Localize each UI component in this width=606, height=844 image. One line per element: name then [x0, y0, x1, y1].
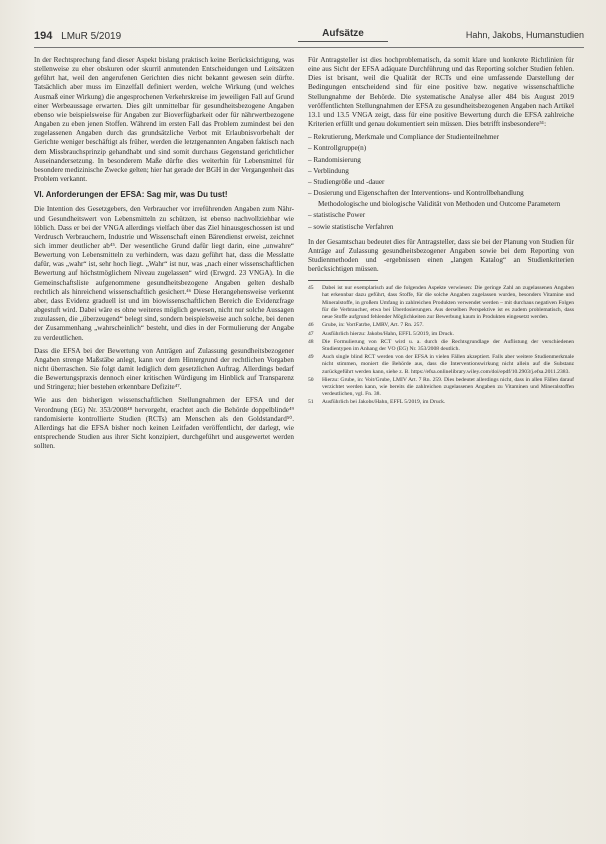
paragraph: In der Gesamtschau bedeutet dies für Antragsteller, dass sie bei der Planung von Studien für Anträge auf Zulassung gesundheitsbezogener Angaben sowie bei dem Reporting von Studienmethoden und -ergebnissen einen „langen Katalog“ an Studienkriterien berücksichtigen müssen.	[308, 237, 574, 274]
page-number: 194	[34, 30, 53, 42]
criteria-list-subitem: Methodologische und biologische Validität von Methoden und Outcome Parametern	[318, 200, 561, 209]
criteria-list-item: – Studiengröße und -dauer	[308, 177, 385, 186]
footnote-text: Ausführlich hierzu: Jakobs/Hahn, EFFL 5/2019, im Druck.	[322, 330, 455, 337]
footnote	[308, 322, 574, 329]
paragraph: Dass die EFSA bei der Bewertung von Anträgen auf Zulassung gesundheitsbezogener Angaben strenge Maßstäbe anlegt, kann vor dem Hintergrund der rechtlichen Vorgaben nicht überraschen. Sie folgt damit lediglich dem gesetzlichen Auftrag. Allerdings bedarf die Bewertungspraxis dennoch einer kritischen Würdigung im Hinblick auf Transparenz und Stringenz; hier bestehen erkennbare Defizite⁴⁷.	[34, 346, 294, 392]
criteria-list-item: – Verblindung	[308, 166, 349, 175]
right-column	[308, 56, 574, 408]
criteria-list-item: – Rekrutierung, Merkmale und Compliance der Studienteilnehmer	[308, 133, 500, 142]
footnote-number: 47	[308, 330, 314, 337]
paragraph: Wie aus den bisherigen wissenschaftlichen Stellungnahmen der EFSA und der Verordnung (EG) Nr. 353/2008⁴⁸ hervorgeht, erachtet auch die Behörde doppelblinde⁴⁹ randomisierte kontrollierte Studien (RCTs) am Menschen als den Goldstandard⁵⁰. Allerdings hat die EFSA bisher noch keinen Leitfaden veröffentlicht, der darlegt, wie entsprechende Studien aus ihrer Sicht konzipiert, durchgeführt und ausgewertet werden sollten.	[34, 396, 294, 451]
header-authors: Hahn, Jakobs, Humanstudien	[465, 30, 584, 40]
criteria-list-item: – sowie statistische Verfahren	[308, 222, 394, 231]
footnote-number: 48	[308, 338, 314, 345]
footnote-number: 46	[308, 322, 314, 329]
footnote-text: Dabei ist nur exemplarisch auf die folgenden Aspekte verwiesen: Die geringe Zahl an zugelassenen Angaben hat erkennbar dazu geführt, dass Stoffe, für die solche Angaben zugelassen wurden, besonders Vitamine und Mineralstoffe, in großem Umfang in zahlreichen Produkten verwendet werden – mit durchaus negativen Folgen für die Verbraucher, etwa bei Überdosierungen. Aus derselben Perspektive ist es zudem problematisch, dass neue Stoffe aufgrund fehlender Möglichkeiten zur Bewerbung kaum in Produkten eingesetzt werden.	[322, 285, 574, 321]
footnote-text: Hierzu: Grube, in: Voit/Grube, LMIV Art. 7 Rn. 259. Dies bedeutet allerdings nicht, dass in allen Fällen darauf verzichtet werden kann, wie bereits die zahlreichen zugelassenen Angaben zu Vitaminen und Mineralstoffen verdeutlichen, vgl. Fn. 38.	[322, 376, 574, 398]
paragraph: Für Antragsteller ist dies hochproblematisch, da somit klare und konkrete Richtlinien für eine aus Sicht der EFSA adäquate Durchführung und das Reporting solcher Studien fehlen. Dies ist brisant, weil die Qualität der RCTs und eine umfassende Darstellung der Bedingungen entscheidend sind für eine positive bzw. negative wissenschaftliche Stellungnahme der Behörde. Die systematische Analyse aller 484 bis August 2019 veröffentlichten Stellungnahmen der EFSA zu gesundheitsbezogenen Angaben nach Artikel 13.1 und 13.5 VNGA zeigt, dass für eine positive Bewertung durch die EFSA zahlreiche Kriterien erfüllt und genau dokumentiert sein müssen. Dies betrifft insbesondere⁵¹:	[308, 56, 574, 129]
footnotes	[308, 285, 574, 406]
footnote-text: Grube, in: VortFatrbe, LMRV, Art. 7 Rn. 257.	[322, 322, 424, 329]
footnote	[308, 354, 574, 376]
section-heading: VI. Anforderungen der EFSA: Sag mir, was Du tust!	[34, 190, 228, 200]
criteria-list-item: – statistische Power	[308, 211, 366, 220]
footnote-number: 50	[308, 376, 314, 383]
footnote	[308, 399, 574, 406]
footnote-number: 49	[308, 354, 314, 361]
footnote	[308, 339, 574, 353]
section-label: Aufsätze	[298, 28, 388, 42]
paragraph: Die Intention des Gesetzgebers, den Verbraucher vor irreführenden Angaben zum Nähr- und Gesundheitswert von Lebensmitteln zu schützen, ist ebenso nachvollziehbar wie löblich. Dass er bei der VNGA allerdings vielfach über das Ziel hinausgeschossen ist und Verdrusch Verbrauchern, Industrie und Wissenschaft einen Bärendienst erweist, zeichnet sich immer deutlicher ab⁴⁵. Der wesentliche Grund dafür liegt darin, eine „unwahre“ Bewertung von Lebensmitteln zu verhindern, was dazu geführt hat, dass die Messlatte dafür, was „wahr“ ist, sehr hoch liegt. „Wahr“ ist nur, was „nach einer wissenschaftlichen Bewertung auf höchstmöglichem Niveau zugelassen“ wird (Erwgrd. 23 VNGA). In die Gemeinschaftsliste aufgenommene gesundheitsbezogene Angaben gelten deshalb rechtlich als hinreichend wissenschaftlich gesichert.⁴⁶ Diese Herangehensweise verkennt aber, dass Evidenz graduell ist und im biowissenschaftlichen Bereich die Evidenzfrage abgestuft wird. Dabei wäre es ohne weiteres möglich gewesen, nicht nur solche Aussagen zuzulassen, die „überzeugend“ belegt sind, sondern beispielsweise auch solche, bei denen der Zusammenhang „wahrscheinlich“ besteht, und dies in der Formulierung der Angabe zu verdeutlichen.	[34, 205, 294, 342]
footnote	[308, 285, 574, 321]
footnote-number: 51	[308, 399, 314, 406]
running-header	[34, 30, 584, 46]
header-left	[34, 30, 121, 42]
header-rule	[34, 47, 584, 48]
footnote	[308, 331, 574, 338]
footnote-number: 45	[308, 285, 314, 292]
journal-name: LMuR 5/2019	[61, 31, 122, 42]
footnote-text: Ausführlich bei Jakobs/Hahn, EFFL 5/2019, im Druck.	[322, 399, 446, 406]
footnote-text: Auch single blind RCT werden von der EFSA in vielen Fällen akzeptiert. Falls aber weitere Studienmerkmale nicht stimmen, moniert die Behörde aus, dass die Interventionswirkung nicht allein auf die Substanz zurückgeführt werden kann, siehe z. B. https://efsa.onlinelibrary.wiley.com/doi/epdf/10.2903/j.efsa.2011.2383.	[322, 354, 574, 375]
criteria-list-item: – Dosierung und Eigenschaften der Interventions- und Kontrollbehandlung	[308, 189, 524, 198]
footnote-text: Die Formulierung von RCT wird u. a. durch die Rechtsgrundlage der Auflistung der verschiedenen Studientypen im Anhang der VO (EG) Nr. 353/2008 deutlich.	[322, 338, 574, 352]
footnote-rule	[308, 280, 378, 281]
paragraph: In der Rechtsprechung fand dieser Aspekt bislang praktisch keine Berücksichtigung, was stellenweise zu eher obskuren oder skurril anmutenden Entscheidungen und Leitsätzen geführt hat, weil den angerufenen Gerichten dies nicht bekannt gewesen sein dürfte. Tatsächlich aber muss im Einzelfall definiert werden, welche Wirkung (und welches Ausmaß einer Wirkung) die angesprochenen Verkehrskreise im jeweiligen Fall auf Grund einer Werbeaussage erwarten. Dies gilt unmittelbar für gesundheitsbezogene Angaben ebenso wie beispielsweise für Angaben zur Bioverfügbarkeit oder für nährwertbezogene Angaben zu eben jenen Stoffen. Während im ersten Fall das Problem zumindest bei den zugelassenen Angaben durch das grundsätzliche Verbot mit Erlaubnisvorbehalt der Gerichte weniger beschäftigt als früher, werden die letztgenannten Angaben faktisch nach dem Missbrauchsprinzip gehandhabt und sind somit durchaus Gegenstand gerichtlicher Auseinandersetzung. In besonderem Maße dürfte dies weiterhin für Lebensmittel für besondere medizinische Zwecke gelten; hier hat gerade der BGH in der Vergangenheit das Problem verkannt.	[34, 56, 294, 184]
criteria-list-item: – Randomisierung	[308, 155, 361, 164]
left-column	[34, 56, 294, 455]
criteria-list-item: – Kontrollgruppe(n)	[308, 144, 367, 153]
footnote	[308, 377, 574, 399]
